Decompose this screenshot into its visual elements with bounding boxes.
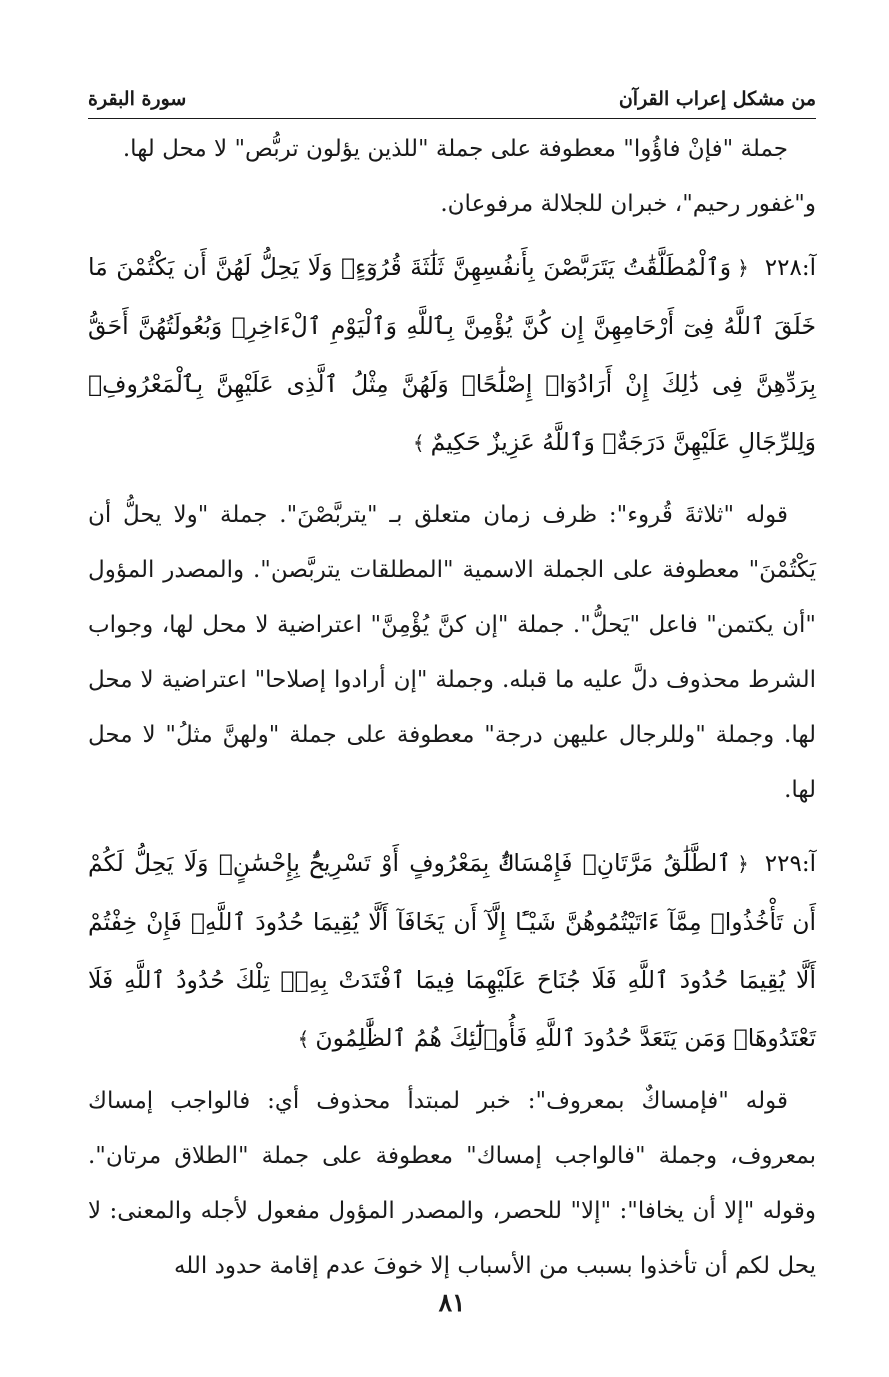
header-divider	[88, 118, 816, 119]
running-header	[88, 88, 816, 118]
verse-close-ornament-icon: ﴾	[412, 431, 425, 455]
quran-verse-228	[88, 238, 816, 472]
page-number: ٨١	[438, 1288, 466, 1317]
spacer	[88, 818, 816, 834]
verse-number: آ:٢٢٨	[764, 255, 816, 281]
verse-text: ٱلطَّلَٰقُ مَرَّتَانِۖ فَإِمْسَاكٌۢ بِمَعْرُوفٍ أَوْ تَسْرِيحٌۢ بِإِحْسَٰنٍۗ وَلَا يَحِلُّ لَكُمْ أَن تَأْخُذُوا۟ مِمَّآ ءَاتَيْتُمُوهُنَّ شَيْـًٔا إِلَّآ أَن يَخَافَآ أَلَّا يُقِيمَا حُدُودَ ٱللَّهِۖ فَإِنْ خِفْتُمْ أَلَّا يُقِيمَا حُدُودَ ٱللَّهِ فَلَا جُنَاحَ عَلَيْهِمَا فِيمَا ٱفْتَدَتْ بِهِۦۗ تِلْكَ حُدُودُ ٱللَّهِ فَلَا تَعْتَدُوهَاۚ وَمَن يَتَعَدَّ حُدُودَ ٱللَّهِ فَأُو۟لَٰٓئِكَ هُمُ ٱلظَّٰلِمُونَ	[88, 849, 816, 1052]
commentary-paragraph: و"غفور رحيم"، خبران للجلالة مرفوعان.	[440, 191, 816, 217]
commentary-paragraph: قوله "فإمساكٌ بمعروف": خبر لمبتدأ محذوف أي: فالواجب إمساك بمعروف، وجملة "فالواجب إمساك" معطوفة على جملة "الطلاق مرتان". وقوله "إلا أن يخافا": "إلا" للحصر، والمصدر المؤول مفعول لأجله والمعنى: لا يحل لكم أن تأخذوا بسبب من الأسباب إلا خوفَ عدم إقامة حدود الله	[88, 1088, 816, 1279]
book-page	[88, 0, 816, 1377]
book-title: من مشكل إعراب القرآن	[618, 88, 816, 110]
commentary-paragraph: قوله "ثلاثةَ قُروء": ظرف زمان متعلق بـ "يتربَّصْنَ". جملة "ولا يحلُّ أن يَكْتُمْنَ" معطوفة على الجملة الاسمية "المطلقات يتربَّصن". والمصدر المؤول "أن يكتمن" فاعل "يَحلُّ". جملة "إن كنَّ يُؤْمِنَّ" اعتراضية لا محل لها، وجواب الشرط محذوف دلَّ عليه ما قبله. وجملة "إن أرادوا إصلاحا" اعتراضية لا محل لها. وجملة "وللرجال عليهن درجة" معطوفة على جملة "ولهنَّ مثلُ" لا محل لها.	[88, 502, 816, 803]
spacer	[88, 472, 816, 488]
page-body	[88, 122, 816, 1294]
verse-number: آ:٢٢٩	[764, 851, 816, 877]
verse-text: وَٱلْمُطَلَّقَٰتُ يَتَرَبَّصْنَ بِأَنفُسِهِنَّ ثَلَٰثَةَ قُرُوٓءٍۚ وَلَا يَحِلُّ لَهُنَّ أَن يَكْتُمْنَ مَا خَلَقَ ٱللَّهُ فِىٓ أَرْحَامِهِنَّ إِن كُنَّ يُؤْمِنَّ بِٱللَّهِ وَٱلْيَوْمِ ٱلْءَاخِرِۚ وَبُعُولَتُهُنَّ أَحَقُّ بِرَدِّهِنَّ فِى ذَٰلِكَ إِنْ أَرَادُوٓا۟ إِصْلَٰحًاۚ وَلَهُنَّ مِثْلُ ٱلَّذِى عَلَيْهِنَّ بِٱلْمَعْرُوفِۚ وَلِلرِّجَالِ عَلَيْهِنَّ دَرَجَةٌۗ وَٱللَّهُ عَزِيزٌ حَكِيمٌ	[88, 253, 816, 456]
commentary-paragraph: جملة "فإنْ فاؤُوا" معطوفة على جملة "للذين يؤلون تربُّص" لا محل لها.	[122, 136, 788, 162]
verse-open-ornament-icon: ﴿	[737, 852, 749, 876]
surah-name: سورة البقرة	[88, 88, 187, 110]
verse-close-ornament-icon: ﴾	[297, 1027, 310, 1051]
verse-open-ornament-icon: ﴿	[737, 256, 749, 280]
quran-verse-229	[88, 834, 816, 1068]
